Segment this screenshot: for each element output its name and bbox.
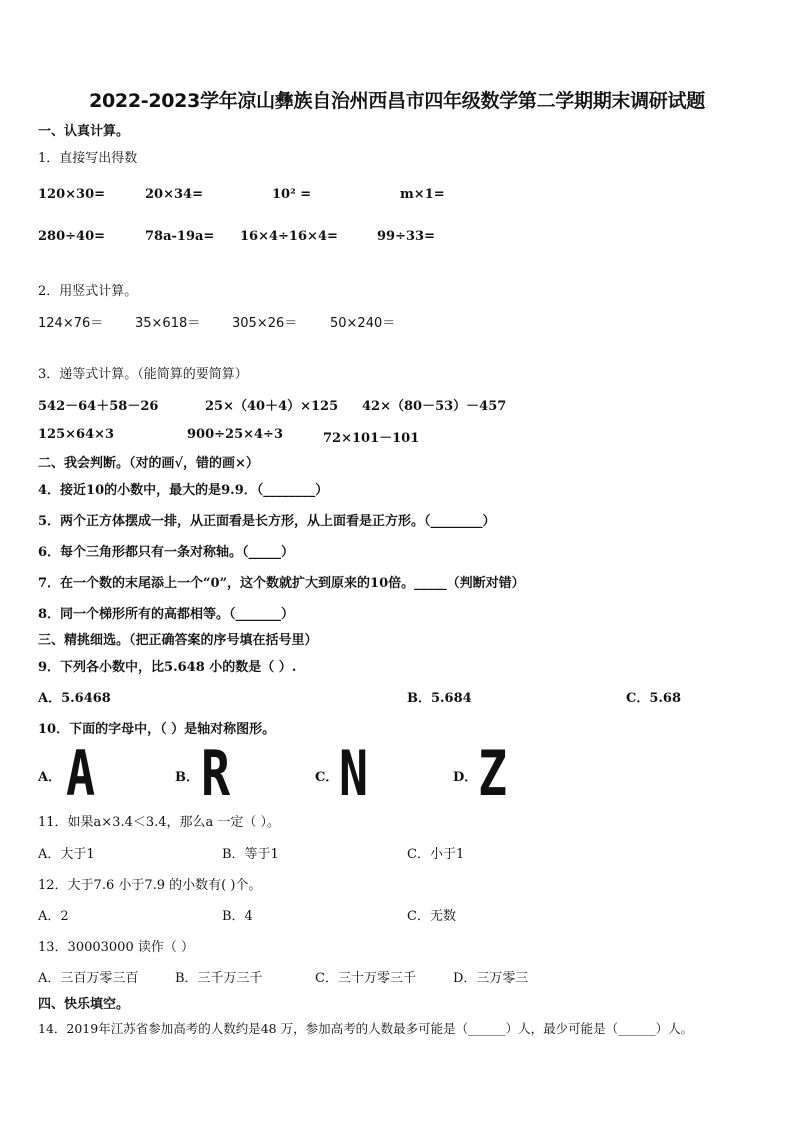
q2-label: 2．用竖式计算。 [38, 284, 138, 299]
q12-option-c: C．无数 [407, 909, 456, 924]
q11-option-a: A．大于1 [38, 847, 95, 862]
q10-letter-r: R [201, 737, 231, 810]
q11-option-b: B．等于1 [222, 847, 279, 862]
q8-text: 8．同一个梯形所有的高都相等。（_______） [38, 607, 295, 622]
q7-text: 7．在一个数的末尾添上一个“0”，这个数就扩大到原来的10倍。_____（判断对错） [38, 576, 525, 591]
q12-stem: 12．大于7.6 小于7.9 的小数有( )个。 [38, 878, 262, 893]
page-title: 2022-2023学年凉山彝族自治州西昌市四年级数学第二学期期末调研试题 [89, 90, 705, 112]
section-1-heading: 一、认真计算。 [38, 124, 130, 139]
q9-option-a: A．5.6468 [38, 691, 111, 706]
q10-option-d-label: D． [453, 770, 478, 785]
q10-letter-a: A [66, 737, 96, 810]
q3-r2-item-1: 125×64×3 [38, 427, 115, 442]
q11-stem: 11．如果a×3.4＜3.4，那么a 一定（ ）。 [38, 815, 281, 830]
q10-option-c-label: C． [315, 770, 339, 785]
q3-r1-item-3: 42×（80－53）－457 [362, 399, 507, 414]
q13-stem: 13．30003000 读作（ ） [38, 940, 194, 955]
q10-letter-n: N [339, 737, 369, 810]
q2-item-3: 305×26＝ [232, 316, 298, 331]
q3-r1-item-1: 542－64＋58－26 [38, 399, 159, 414]
q3-r2-item-2: 900÷25×4÷3 [187, 427, 283, 442]
q10-option-b-label: B． [175, 770, 199, 785]
q13-option-b: B．三千万三千 [175, 971, 263, 986]
section-3-heading: 三、精挑细选。（把正确答案的序号填在括号里） [38, 633, 318, 648]
section-2-heading: 二、我会判断。（对的画√，错的画×） [38, 456, 259, 471]
q9-option-c: C．5.68 [626, 691, 682, 706]
q10-stem: 10．下面的字母中，（ ）是轴对称图形。 [38, 722, 276, 737]
q9-stem: 9．下列各小数中，比5.648 小的数是（ ）. [38, 660, 297, 675]
q13-option-d: D．三万零三 [453, 971, 529, 986]
q12-option-a: A．2 [38, 909, 69, 924]
q10-option-a-label: A． [38, 770, 62, 785]
q13-option-c: C．三十万零三千 [315, 971, 416, 986]
q1-r2-item-3: 16×4÷16×4= [240, 229, 338, 244]
q13-option-a: A．三百万零三百 [38, 971, 139, 986]
q4-text: 4．接近10的小数中，最大的是9.9．（________） [38, 483, 329, 498]
q1-r2-item-1: 280÷40= [38, 229, 106, 244]
q1-r1-item-3: 10² = [272, 187, 312, 202]
q1-r1-item-2: 20×34= [145, 187, 203, 202]
q9-option-b: B．5.684 [407, 691, 472, 706]
q1-r2-item-4: 99÷33= [377, 229, 435, 244]
q1-r2-item-2: 78a-19a= [145, 229, 215, 244]
q14-text: 14．2019年江苏省参加高考的人数约是48 万，参加高考的人数最多可能是（______）人，最少可能是（______）人。 [38, 1021, 694, 1036]
q3-r1-item-2: 25×（40＋4）×125 [205, 399, 339, 414]
q2-item-1: 124×76＝ [38, 316, 104, 331]
q3-r2-item-3: 72×101－101 [323, 431, 420, 446]
q10-letter-z: Z [478, 737, 508, 810]
q2-item-2: 35×618＝ [135, 316, 201, 331]
q5-text: 5．两个正方体摆成一排，从正面看是长方形，从上面看是正方形。（________） [38, 514, 496, 529]
q2-item-4: 50×240＝ [330, 316, 396, 331]
q6-text: 6．每个三角形都只有一条对称轴。（_____） [38, 545, 295, 560]
q1-label: 1．直接写出得数 [38, 151, 138, 166]
q11-option-c: C．小于1 [407, 847, 465, 862]
q1-r1-item-1: 120×30= [38, 187, 106, 202]
q1-r1-item-4: m×1= [400, 187, 445, 202]
section-4-heading: 四、快乐填空。 [38, 997, 130, 1012]
q12-option-b: B．4 [222, 909, 253, 924]
q3-label: 3．递等式计算。（能简算的要简算） [38, 367, 248, 382]
